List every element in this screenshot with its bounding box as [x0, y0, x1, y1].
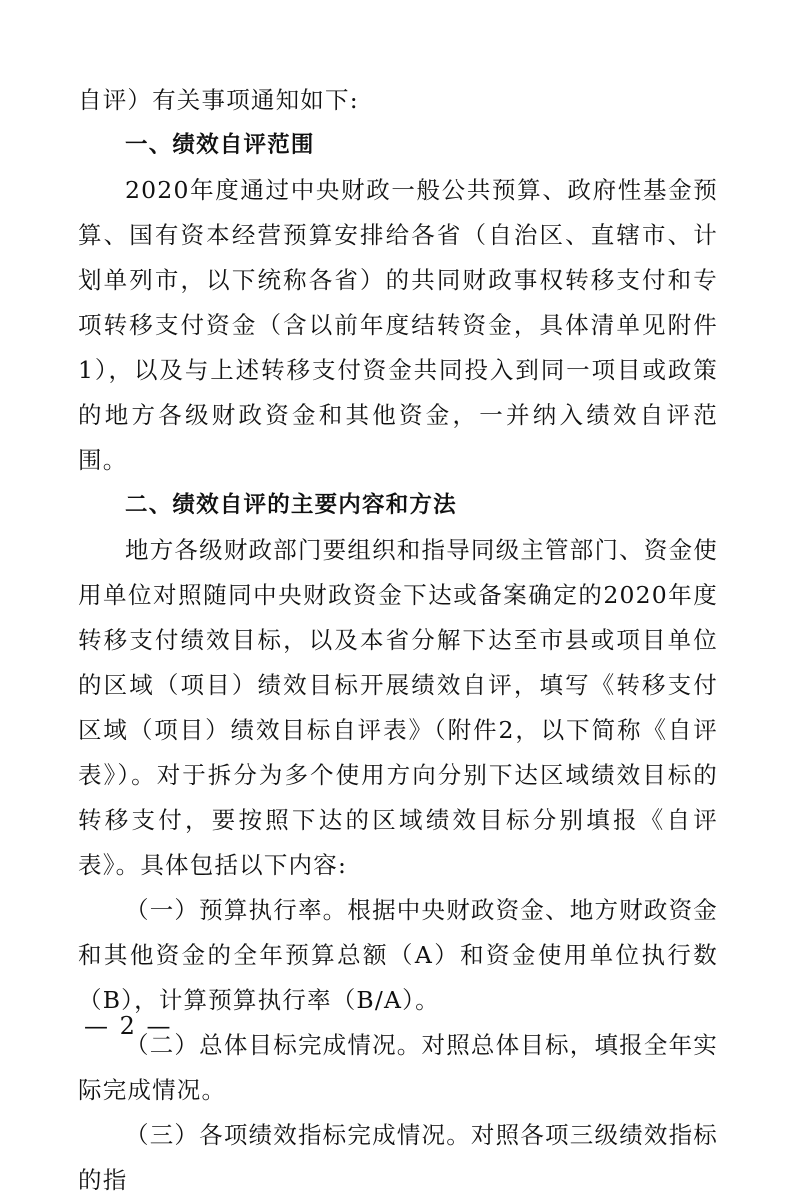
paragraph-content-method: 地方各级财政部门要组织和指导同级主管部门、资金使用单位对照随同中央财政资金下达或备案确定的2020年度转移支付绩效目标，以及本省分解下达至市县或项目单位的区域（项目）绩效目标开展绩效自评，填写《转移支付区域（项目）绩效目标自评表》（附件2，以下简称《自评表》）。对于拆分为多个使用方向分别下达区域绩效目标的转移支付，要按照下达的区域绩效目标分别填报《自评表》。具体包括以下内容: — [78, 536, 718, 879]
paragraph-scope: 2020年度通过中央财政一般公共预算、政府性基金预算、国有资本经营预算安排给各省（自治区、直辖市、计划单列市，以下统称各省）的共同财政事权转移支付和专项转移支付资金（含以前年度结转资金，具体清单见附件1），以及与上述转移支付资金共同投入到同一项目或政策的地方各级财政资金和其他资金，一并纳入绩效自评范围。 — [78, 176, 718, 474]
paragraph-item-2: （二）总体目标完成情况。对照总体目标，填报全年实际完成情况。 — [78, 1031, 718, 1104]
page-number: — 2 — — [84, 1012, 173, 1040]
paragraph-item-1: （一）预算执行率。根据中央财政资金、地方财政资金和其他资金的全年预算总额（A）和资金使用单位执行数（B），计算预算执行率（B/A）。 — [78, 896, 718, 1014]
paragraph-intro-continuation: 自评）有关事项通知如下: — [78, 86, 359, 114]
section-heading-1: 一、绩效自评范围 — [125, 132, 315, 158]
document-body — [78, 78, 718, 1203]
section-heading-2: 二、绩效自评的主要内容和方法 — [125, 492, 457, 518]
paragraph-item-3: （三）各项绩效指标完成情况。对照各项三级绩效指标的指 — [78, 1121, 718, 1194]
